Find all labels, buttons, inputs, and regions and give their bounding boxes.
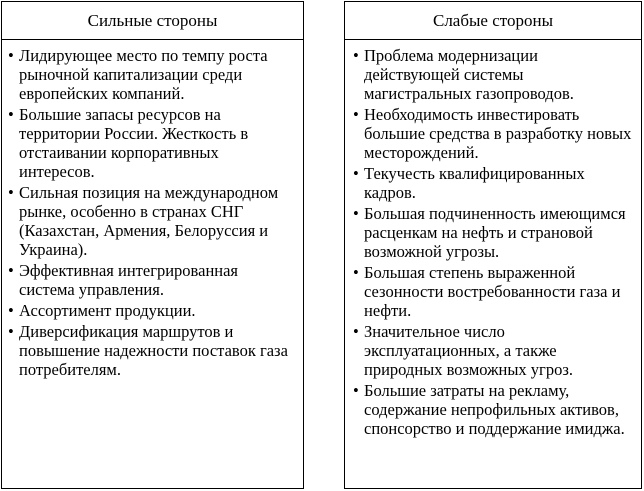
bullet-icon: • [353, 105, 359, 124]
weaknesses-item [353, 263, 635, 320]
weaknesses-item-text: Большая степень выраженной сезонности востребованности газа и нефти. [364, 263, 621, 320]
weaknesses-item [353, 322, 635, 379]
weaknesses-item [353, 204, 635, 261]
weaknesses-title: Слабые стороны [345, 2, 641, 40]
strengths-item-text: Большие запасы ресурсов на территории России. Жесткость в отстаивании корпоративных интересов. [19, 105, 249, 181]
strengths-panel [1, 1, 304, 489]
bullet-icon: • [8, 322, 14, 341]
bullet-icon: • [353, 322, 359, 341]
weaknesses-item-text: Необходимость инвестировать большие средства в разработку новых месторождений. [364, 105, 632, 162]
strengths-item-text: Ассортимент продукции. [19, 301, 196, 320]
weaknesses-item-text: Значительное число эксплуатационных, а также природных возможных угроз. [364, 322, 573, 379]
bullet-icon: • [353, 263, 359, 282]
weaknesses-panel [344, 1, 642, 489]
strengths-title: Сильные стороны [2, 2, 303, 40]
bullet-icon: • [8, 46, 14, 65]
weaknesses-list [345, 40, 641, 438]
strengths-item [8, 183, 297, 259]
weaknesses-item [353, 46, 635, 103]
bullet-icon: • [8, 301, 14, 320]
strengths-list [2, 40, 303, 379]
strengths-item [8, 261, 297, 299]
weaknesses-item-text: Текучесть квалифицированных кадров. [364, 164, 585, 202]
weaknesses-item-text: Большая подчиненность имеющимся расценкам на нефть и страновой возможной угрозы. [364, 204, 626, 261]
bullet-icon: • [353, 381, 359, 400]
strengths-item [8, 322, 297, 379]
bullet-icon: • [353, 164, 359, 183]
strengths-item-text: Диверсификация маршрутов и повышение надежности поставок газа потребителям. [19, 322, 288, 379]
strengths-item-text: Эффективная интегрированная система управления. [19, 261, 239, 299]
weaknesses-item [353, 381, 635, 438]
weaknesses-item [353, 164, 635, 202]
strengths-item-text: Лидирующее место по темпу роста рыночной капитализации среди европейских компаний. [19, 46, 268, 103]
strengths-item [8, 46, 297, 103]
weaknesses-item-text: Проблема модернизации действующей системы магистральных газопроводов. [364, 46, 574, 103]
strengths-item [8, 105, 297, 181]
strengths-item [8, 301, 297, 320]
bullet-icon: • [8, 183, 14, 202]
weaknesses-item [353, 105, 635, 162]
bullet-icon: • [353, 204, 359, 223]
strengths-item-text: Сильная позиция на международном рынке, особенно в странах СНГ (Казахстан, Армения, Белоруссия и Украина). [19, 183, 279, 259]
bullet-icon: • [8, 105, 14, 124]
bullet-icon: • [8, 261, 14, 280]
weaknesses-item-text: Большие затраты на рекламу, содержание непрофильных активов, спонсорство и поддержание имиджа. [364, 381, 625, 438]
bullet-icon: • [353, 46, 359, 65]
